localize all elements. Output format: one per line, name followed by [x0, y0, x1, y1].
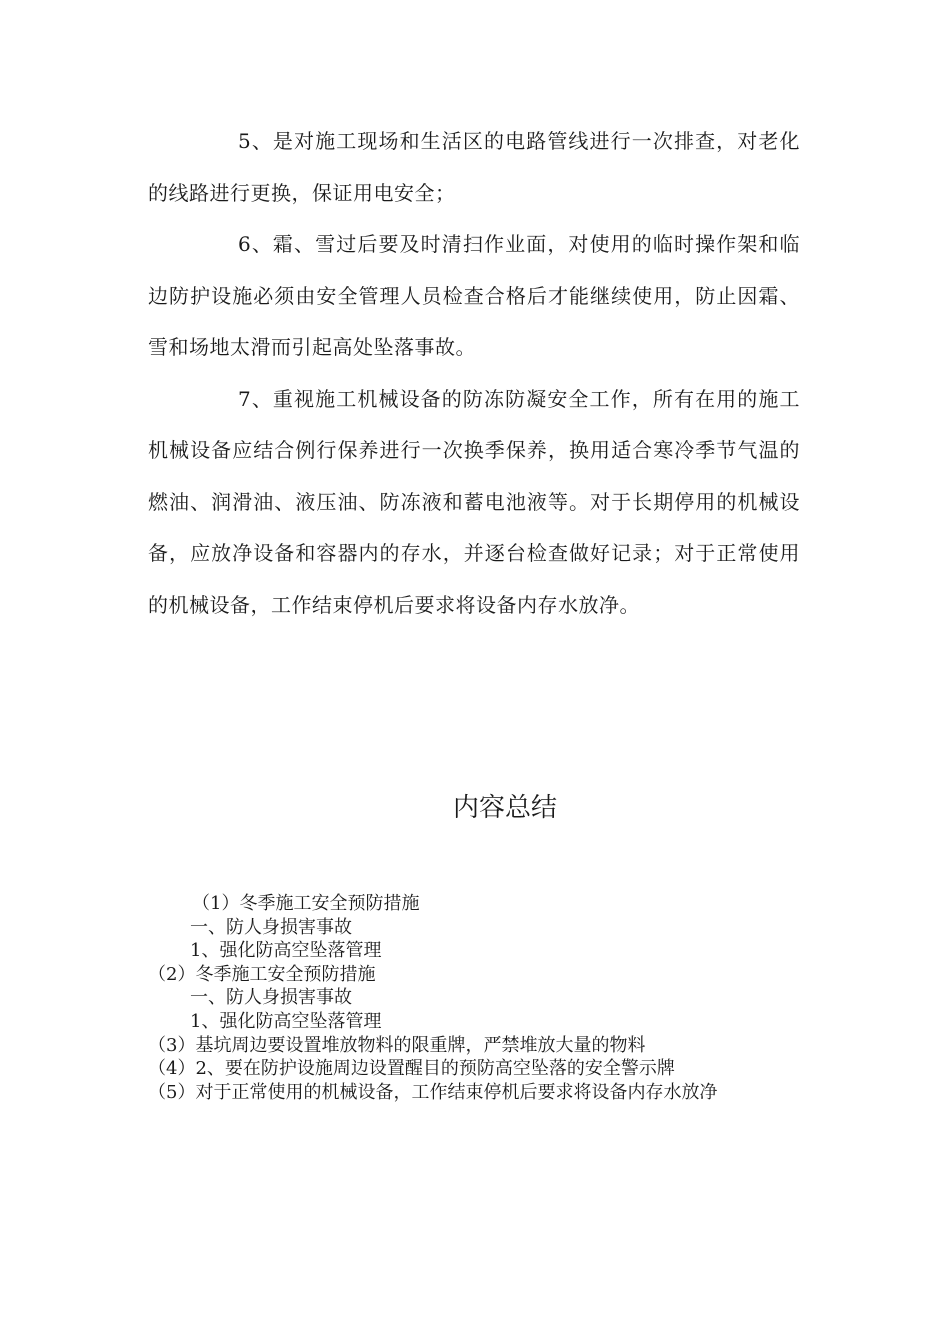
summary-line: （4）2、要在防护设施周边设置醒目的预防高空坠落的安全警示牌	[148, 1058, 675, 1080]
summary-list	[148, 892, 798, 1104]
summary-line: 1、强化防高空坠落管理	[190, 1010, 382, 1032]
paragraph-item-7: 7、重视施工机械设备的防冻防凝安全工作，所有在用的施工机械设备应结合例行保养进行一次换季保养，换用适合寒冷季节气温的燃油、润滑油、液压油、防冻液和蓄电池液等。对于长期停用的机械设备，应放净设备和容器内的存水，并逐台检查做好记录；对于正常使用的机械设备，工作结束停机后要求将设备内存水放净。	[148, 386, 800, 617]
summary-line: （1）冬季施工安全预防措施	[192, 893, 420, 914]
summary-line: 一、防人身损害事故	[190, 916, 352, 938]
summary-line: 1、强化防高空坠落管理	[190, 940, 382, 962]
summary-title: 内容总结	[452, 793, 557, 823]
summary-line: （5）对于正常使用的机械设备，工作结束停机后要求将设备内存水放净	[148, 1081, 718, 1103]
paragraph-item-5: 5、是对施工现场和生活区的电路管线进行一次排查，对老化的线路进行更换，保证用电安全；	[148, 129, 800, 205]
summary-line: （3）基坑周边要设置堆放物料的限重牌，严禁堆放大量的物料	[148, 1034, 646, 1056]
summary-line: （2）冬季施工安全预防措施	[148, 963, 376, 985]
summary-line: 一、防人身损害事故	[190, 987, 352, 1009]
body-text	[148, 116, 800, 631]
paragraph-item-6: 6、霜、雪过后要及时清扫作业面，对使用的临时操作架和临边防护设施必须由安全管理人员检查合格后才能继续使用，防止因霜、雪和场地太滑而引起高处坠落事故。	[148, 232, 800, 359]
